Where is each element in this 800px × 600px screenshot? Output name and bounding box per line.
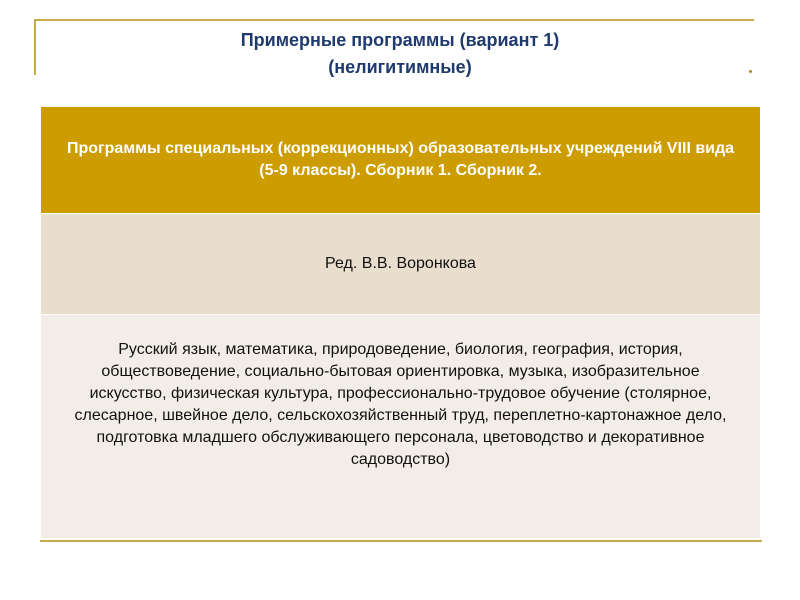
slide-title-line2: (нелигитимные) [328,57,472,77]
table-row-editor [41,213,760,314]
slide-title [36,27,764,81]
table-header-row [41,107,760,213]
title-frame-top-line [34,19,754,21]
subjects-text: Русский язык, математика, природоведение, биология, география, история, обществоведение, социально-бытовая ориентировка, музыка, изобразительное искусство, физическая культура, профессионально-трудовое обучение (столярное, слесарное, швейное дело, сельскохозяйственный труд, переплетно-картонажное дело, подготовка младшего обслуживающего персонала, цветоводство и декоративное садоводство) [74,340,727,468]
bottom-rule [40,540,762,542]
table-row-subjects [41,314,760,538]
slide-title-line1: Примерные программы (вариант 1) [240,30,560,50]
table-header-text: Программы специальных (коррекционных) образовательных учреждений VIII вида (5-9 классы). Сборник 1. Сборник 2. [66,140,735,179]
editor-text: Ред. В.В. Воронкова [325,255,476,272]
program-table [41,107,760,538]
